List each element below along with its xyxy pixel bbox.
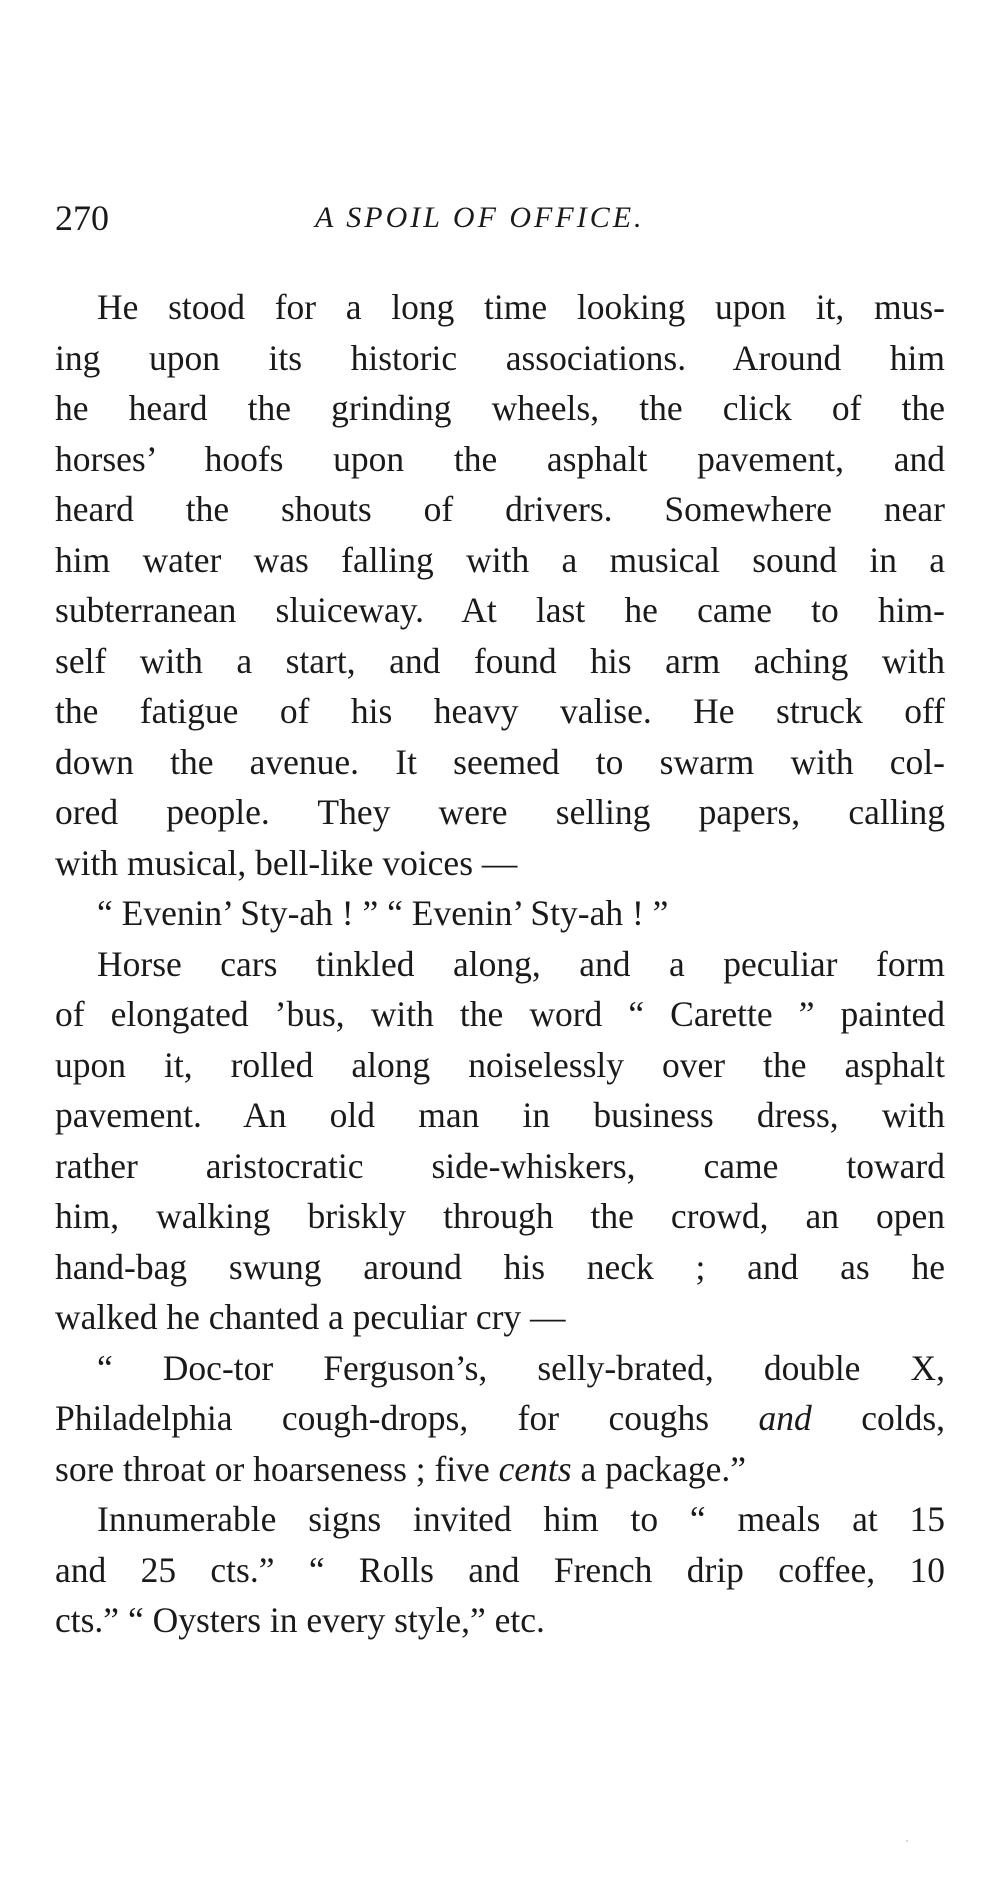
text-line: ored people. They were selling papers, calling xyxy=(55,792,945,832)
text-line: Innumerable signs invited him to “ meals at 15 xyxy=(97,1499,945,1539)
text-line: ing upon its historic associations. Around him xyxy=(55,337,945,378)
text-line: cts.” “ Oysters in every style,” etc. xyxy=(55,1600,545,1640)
paper-speck xyxy=(906,1840,908,1842)
running-title: A SPOIL OF OFFICE. xyxy=(315,201,645,234)
text-line: rather aristocratic side-whiskers, came toward xyxy=(55,1145,945,1186)
text-line: of elongated ’bus, with the word “ Carette ” painted xyxy=(55,994,945,1034)
text-line: He stood for a long time looking upon it, mus- xyxy=(97,287,945,327)
text-line: self with a start, and found his arm aching with xyxy=(55,640,945,681)
text-line: he heard the grinding wheels, the click of the xyxy=(55,388,945,428)
text-line: hand-bag swung around his neck ; and as he xyxy=(55,1246,945,1287)
text-segment: Philadelphia cough-drops, for coughs xyxy=(55,1398,710,1438)
text-segment: a package.” xyxy=(580,1448,746,1489)
text-line: walked he chanted a peculiar cry — xyxy=(55,1297,566,1337)
text-line: “ Doc-tor Ferguson’s, selly-brated, double X, xyxy=(97,1347,945,1388)
text-line: with musical, bell-like voices — xyxy=(55,842,518,883)
text-line xyxy=(55,1393,945,1444)
text-line: down the avenue. It seemed to swarm with col- xyxy=(55,741,945,782)
text-line: subterranean sluiceway. At last he came to him- xyxy=(55,590,945,630)
text-line: pavement. An old man in business dress, with xyxy=(55,1095,945,1135)
text-segment: sore throat or hoarseness ; five xyxy=(55,1448,490,1489)
emphasis-text: cents xyxy=(498,1448,572,1489)
text-line: Horse cars tinkled along, and a peculiar form xyxy=(97,943,945,984)
text-line: “ Evenin’ Sty-ah ! ” “ Evenin’ Sty-ah ! ” xyxy=(97,893,669,933)
text-segment: colds, xyxy=(861,1398,946,1438)
text-line: and 25 cts.” “ Rolls and French drip coffee, 10 xyxy=(55,1549,945,1590)
body-text xyxy=(55,282,945,1646)
running-head xyxy=(55,196,945,240)
text-line: upon it, rolled along noiselessly over the asphalt xyxy=(55,1044,945,1085)
text-line: heard the shouts of drivers. Somewhere near xyxy=(55,489,945,529)
text-line: horses’ hoofs upon the asphalt pavement, and xyxy=(55,438,945,479)
text-line: him, walking briskly through the crowd, an open xyxy=(55,1196,945,1236)
text-line: the fatigue of his heavy valise. He struck off xyxy=(55,691,945,731)
text-line xyxy=(55,1444,945,1495)
text-line: him water was falling with a musical sound in a xyxy=(55,539,945,580)
emphasis-text: and xyxy=(758,1398,812,1438)
page-number: 270 xyxy=(55,198,109,238)
